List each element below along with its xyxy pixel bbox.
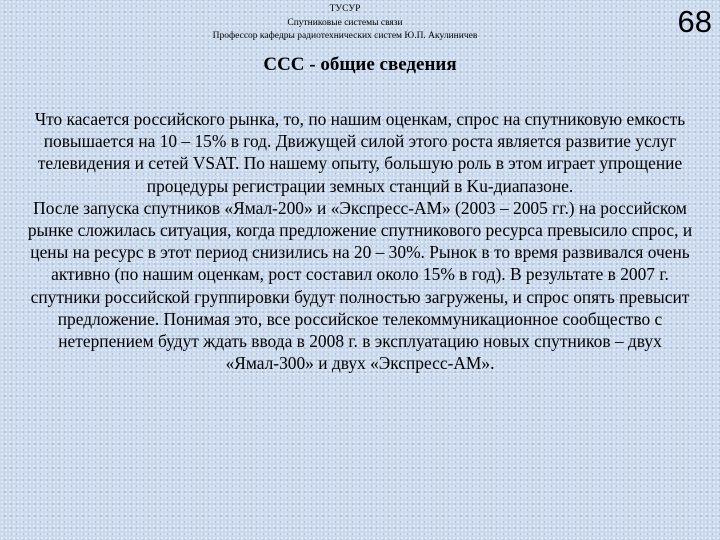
- header-course: Спутниковые системы связи: [287, 17, 403, 28]
- header-info: [150, 3, 540, 44]
- header-author: Профессор кафедры радиотехнических систем Ю.П. Акулиничев: [212, 31, 478, 41]
- slide-title: ССС - общие сведения: [263, 54, 457, 75]
- header-org: ТУСУР: [329, 4, 361, 14]
- paragraph-market-demand: Что касается российского рынка, то, по нашим оценкам, спрос на спутниковую емкость повышается на 10 – 15% в год. Движущей силой этого роста является развитие услуг телевидения и сетей VSAT. По нашему опыту, большую роль в этом играет упрощение процедуры регистрации земных станций в Ku-диапазоне.: [34, 109, 686, 196]
- slide-header: [0, 0, 720, 46]
- slide-body: [18, 108, 702, 374]
- paragraph-market-situation: После запуска спутников «Ямал-200» и «Экспресс-АМ» (2003 – 2005 гг.) на российском рынке сложилась ситуация, когда предложение спутникового ресурса превысило спрос, и цены на ресурс в этот период снизились на 20 – 30%. Рынок в то время развивался очень активно (по нашим оценкам, рост составил около 15% в год). В результате в 2007 г. спутники российской группировки будут полностью загружены, и спрос опять превысит предложение. Понимая это, все российское телекоммуникационное сообщество с нетерпением будут ждать ввода в 2008 г. в эксплуатацию новых спутников – двух «Ямал-300» и двух «Экспресс-АМ».: [27, 197, 693, 374]
- slide-number: 68: [677, 4, 712, 39]
